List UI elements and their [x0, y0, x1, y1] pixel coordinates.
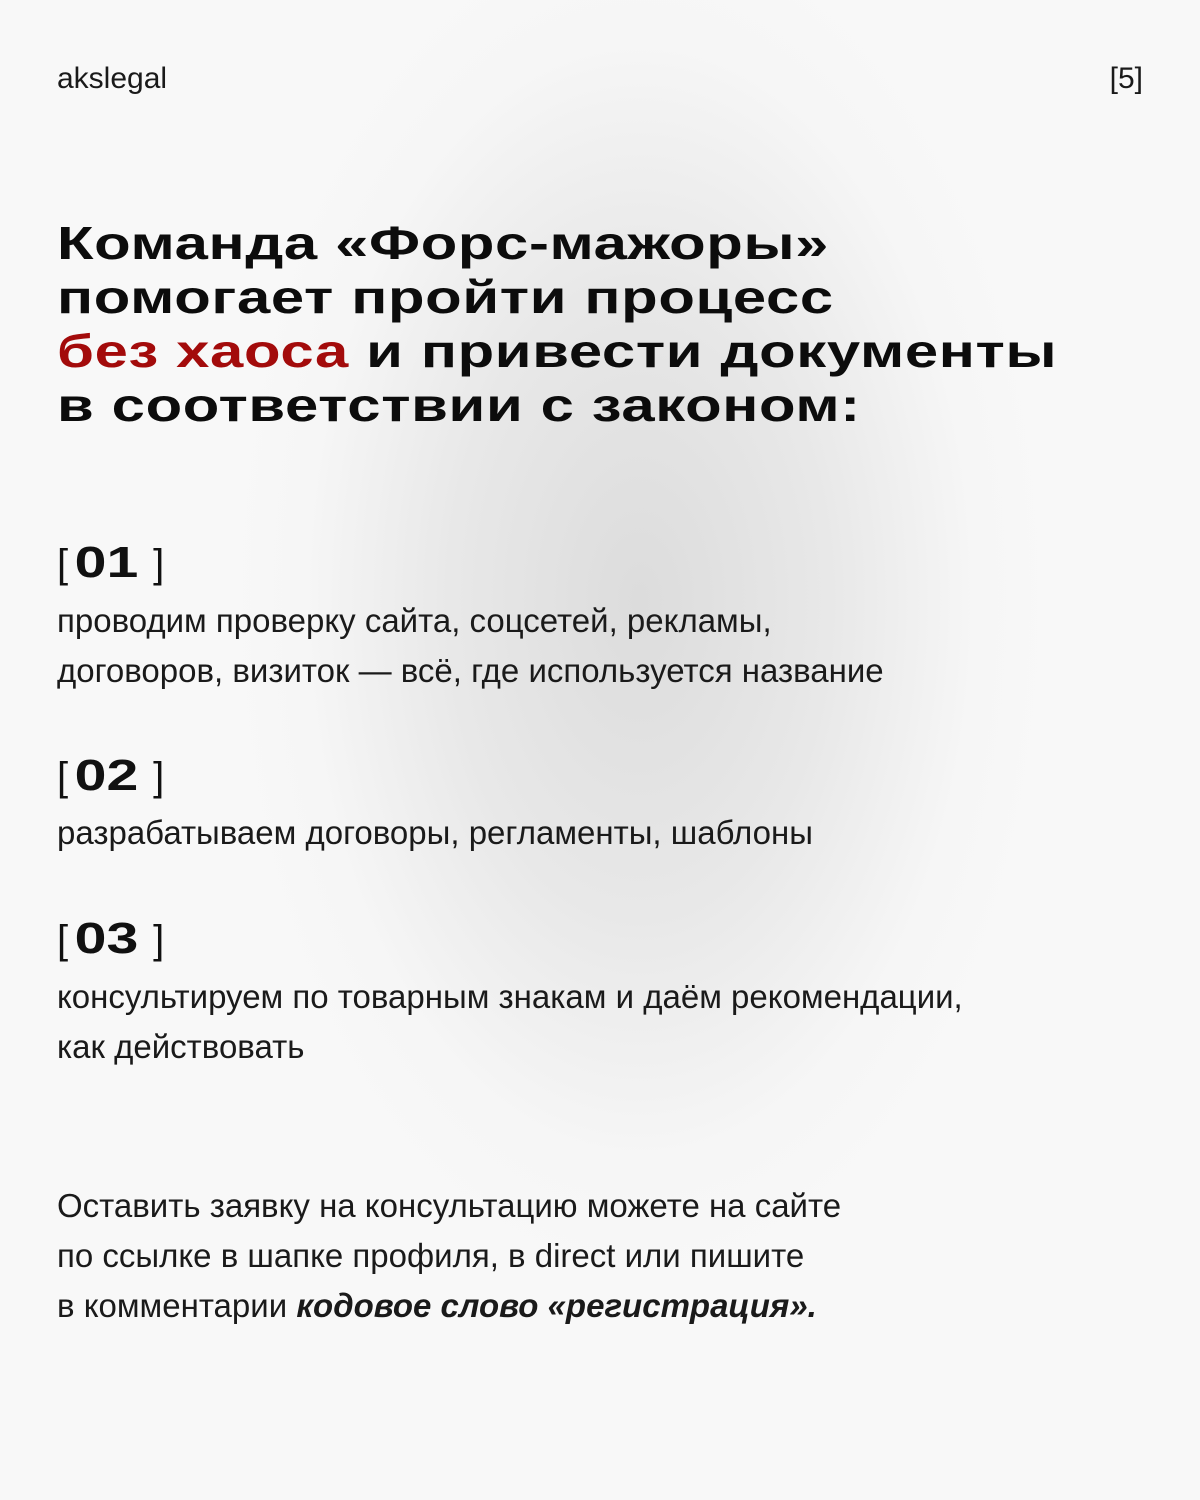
item-number-3: [ 03 ] — [57, 914, 165, 963]
page-number: [5] — [1109, 62, 1143, 95]
item-number-2: [ 02 ] — [57, 751, 165, 800]
headline-line-4: в соответствии с законом: — [57, 379, 861, 431]
headline-line-2: помогает пройти процесс — [57, 271, 834, 323]
cta-text: Оставить заявку на консультацию можете на сайте по ссылке в шапке профиля, в direct или пишите в комментарии кодовое слово «регистрация». — [57, 1187, 842, 1324]
brand-name: akslegal — [57, 62, 168, 95]
headline-line-1: Команда «Форс-мажоры» — [57, 217, 830, 269]
headline-line-3-rest: и привести документы — [348, 325, 1058, 377]
headline-line-3 — [57, 324, 1057, 378]
code-word: кодовое слово «регистрация». — [296, 1287, 817, 1324]
item-text-2: разрабатываем договоры, регламенты, шаблоны — [57, 814, 813, 851]
item-text-1: проводим проверку сайта, соцсетей, рекламы, договоров, визиток — всё, где используется название — [57, 602, 884, 689]
item-text-3: консультируем по товарным знакам и даём рекомендации, как действовать — [57, 978, 963, 1065]
headline-accent: без хаоса — [57, 325, 349, 377]
item-number-1: [ 01 ] — [57, 538, 165, 587]
